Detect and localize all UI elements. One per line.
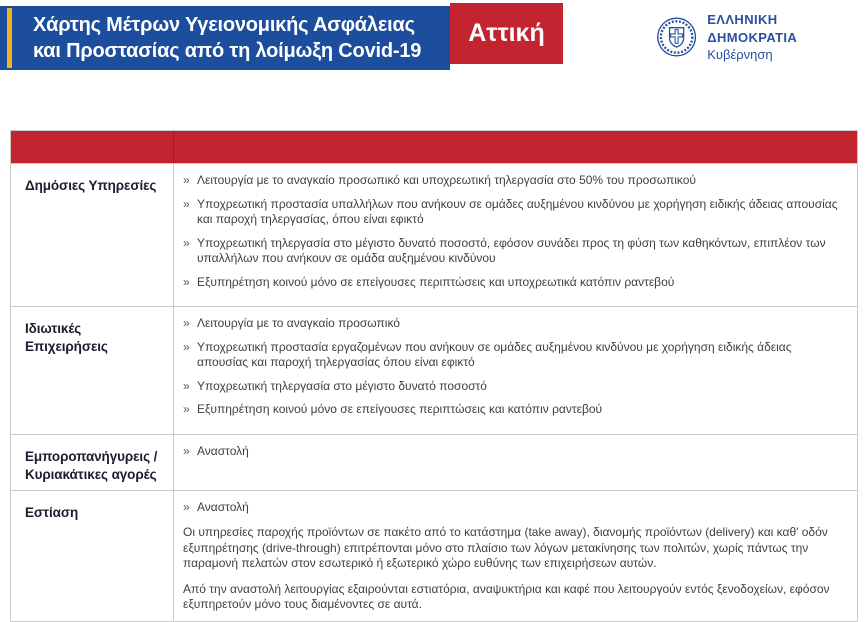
- bullet-marker: »: [183, 235, 190, 250]
- row-category-label: Δημόσιες Υπηρεσίες: [11, 164, 174, 306]
- bullet-item: [183, 379, 841, 395]
- measures-table: [10, 130, 858, 622]
- bullet-item: [183, 173, 841, 189]
- bullet-text: Αναστολή: [197, 443, 249, 458]
- bullet-item: [183, 340, 841, 371]
- table-row: [11, 306, 857, 434]
- bullet-text: Εξυπηρέτηση κοινού μόνο σε επείγουσες περιπτώσεις και υποχρεωτικά κατόπιν ραντεβού: [197, 274, 675, 289]
- bullet-item: [183, 275, 841, 291]
- note-paragraph: Από την αναστολή λειτουργίας εξαιρούνται εστιατόρια, αναψυκτήρια και καφέ που λειτουργούν εντός ξενοδοχείων, εφόσον εξυπηρετούν μόνο τους διαμένοντες σε αυτά.: [183, 581, 830, 611]
- bullet-marker: »: [183, 402, 190, 416]
- table-header-bar: [11, 131, 857, 163]
- bullet-item: [183, 197, 841, 228]
- row-category-label: Εστίαση: [11, 491, 174, 621]
- row-measures: [174, 307, 857, 434]
- government-brand: [656, 12, 868, 62]
- page-title-line2: και Προστασίας από τη λοίμωξη Covid-19: [33, 40, 422, 62]
- row-measures: [174, 491, 857, 621]
- row-category-label: Εμποροπανήγυρεις / Κυριακάτικες αγορές: [11, 435, 174, 490]
- bullet-item: [183, 236, 841, 267]
- bullet-text: Λειτουργία με το αναγκαίο προσωπικό: [197, 316, 400, 330]
- bullet-marker: »: [183, 339, 190, 354]
- page-title: [33, 12, 421, 64]
- bullet-marker: »: [183, 274, 190, 289]
- row-measures: [174, 164, 857, 306]
- bullet-text: Υποχρεωτική προστασία εργαζομένων που ανήκουν σε ομάδες αυξημένου κινδύνου με χορήγηση ειδικής άδειας απουσίας και παροχή τηλεργασίας όπου είναι εφικτό: [197, 339, 792, 369]
- table-header-category-cell: [11, 131, 174, 163]
- row-measures: [174, 435, 857, 490]
- bullet-text: Εξυπηρέτηση κοινού μόνο σε επείγουσες περιπτώσεις και κατόπιν ραντεβού: [197, 402, 603, 416]
- table-row: [11, 434, 857, 490]
- bullet-text: Υποχρεωτική τηλεργασία στο μέγιστο δυνατό ποσοστό, εφόσον συνάδει προς τη φύση των καθηκόντων, επιπλέον των υπαλλήλων που ανήκουν σε ομάδα αυξημένου κινδύνου: [197, 235, 826, 265]
- bullet-text: Αναστολή: [197, 499, 249, 514]
- bullet-marker: »: [183, 443, 190, 458]
- bullet-item: [183, 500, 841, 516]
- government-name: ΕΛΛΗΝΙΚΗ ΔΗΜΟΚΡΑΤΙΑ: [707, 12, 798, 45]
- table-header-measures-cell: [174, 131, 857, 163]
- table-row: [11, 490, 857, 621]
- government-subtitle: Κυβέρνηση: [707, 47, 773, 62]
- bullet-item: [183, 402, 841, 418]
- government-brand-text: [707, 11, 868, 63]
- bullet-marker: »: [183, 378, 190, 393]
- title-banner: [0, 6, 450, 70]
- bullet-item: [183, 444, 841, 460]
- bullet-marker: »: [183, 196, 190, 211]
- bullet-text: Υποχρεωτική προστασία υπαλλήλων που ανήκουν σε ομάδες αυξημένου κινδύνου με χορήγηση ειδικής άδειας απουσίας και παροχή τηλεργασίας, όπου είναι εφικτό: [197, 196, 838, 226]
- bullet-marker: »: [183, 316, 190, 330]
- bullet-marker: »: [183, 499, 190, 514]
- bullet-item: [183, 316, 841, 332]
- table-row: [11, 163, 857, 306]
- row-category-label: Ιδιωτικές Επιχειρήσεις: [11, 307, 174, 434]
- bullet-text: Υποχρεωτική τηλεργασία στο μέγιστο δυνατό ποσοστό: [197, 378, 487, 393]
- note-paragraph: Οι υπηρεσίες παροχής προϊόντων σε πακέτο από το κατάστημα (take away), διανομής προϊόντων (delivery) και καθ' οδόν εξυπηρέτησης (drive-through) επιτρέπονται μόνο στο πλαίσιο των λόγων μετακίνησης των πολιτών, χωρίς πάντως την παραμονή πελατών στον εσωτερικό ή εξωτερικό χώρο ευθύνης των επιχειρήσεων αυτών.: [183, 525, 828, 570]
- page-title-line1: Χάρτης Μέτρων Υγειονομικής Ασφάλειας: [33, 14, 415, 36]
- yellow-accent-stripe: [7, 8, 12, 68]
- bullet-text: Λειτουργία με το αναγκαίο προσωπικό και υποχρεωτική τηλεργασία στο 50% του προσωπικού: [197, 173, 696, 187]
- region-badge: Αττική: [450, 3, 563, 64]
- bullet-marker: »: [183, 173, 190, 187]
- hellenic-republic-emblem: [656, 16, 697, 58]
